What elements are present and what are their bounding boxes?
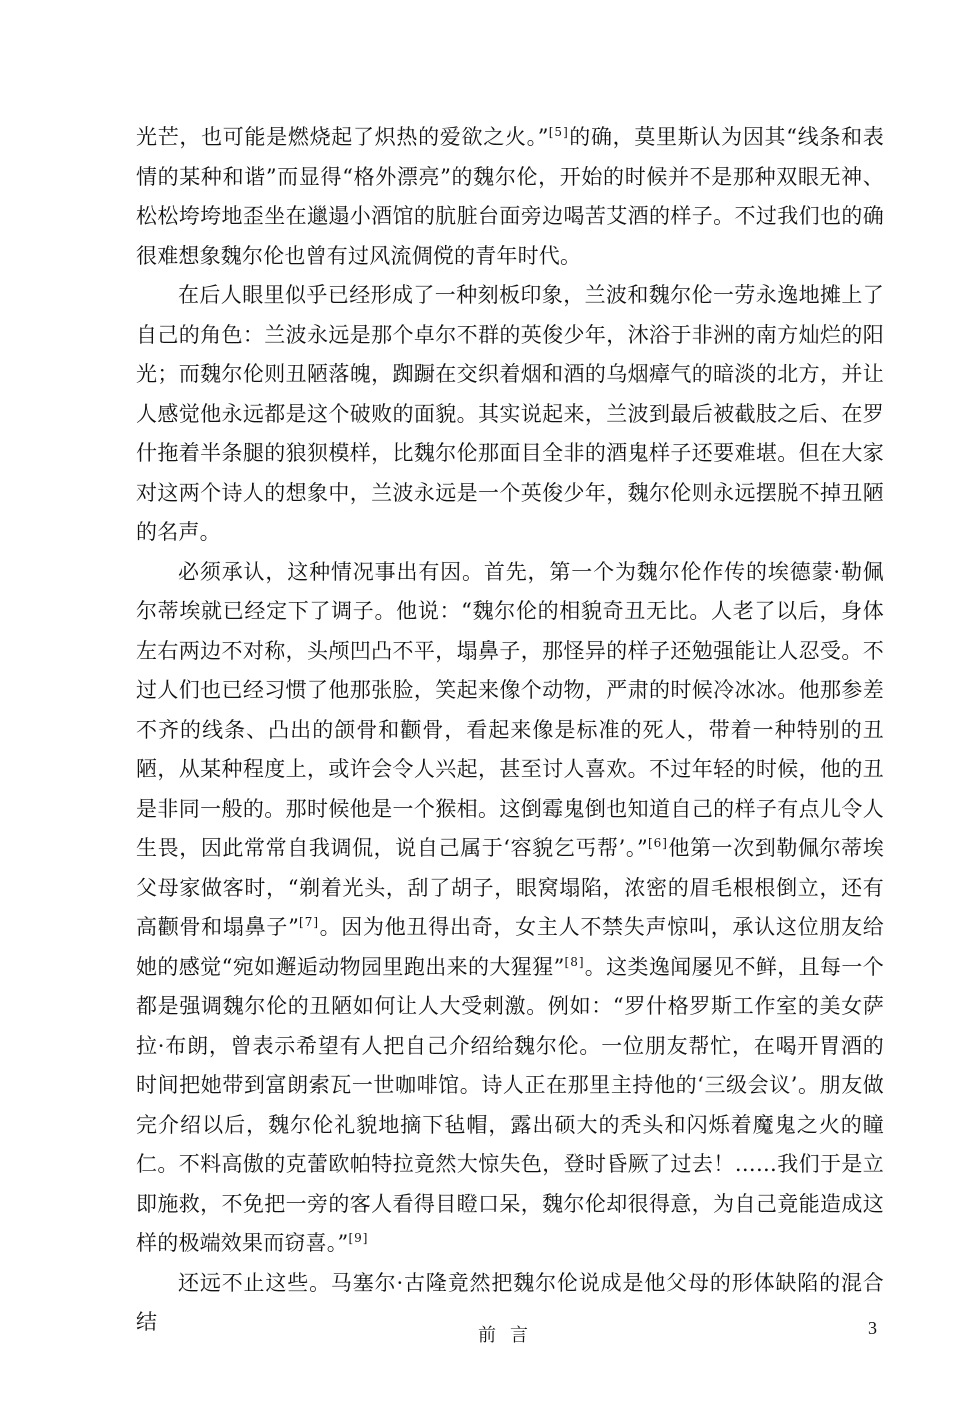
paragraph-3-text-d: 。这类逸闻屡见不鲜，且每一个都是强调魏尔伦的丑陋如何让人大受刺激。例如：“罗什格罗斯工作室的美女萨拉·布朗，曾表示希望有人把自己介绍给魏尔伦。一位朋友帮忙，在喝开胃酒的时间把她带到富朗索瓦一世咖啡馆。诗人正在那里主持他的‘三级会议’。朋友做完介绍以后，魏尔伦礼貌地摘下毡帽，露出硕大的秃头和闪烁着魔鬼之火的瞳仁。不料高傲的克蕾欧帕特拉竟然大惊失色，登时昏厥了过去！……我们于是立即施救，不免把一旁的客人看得目瞪口呆，魏尔伦却很得意，为自己竟能造成这样的极端效果而窃喜。” [136,954,884,1255]
page-number: 3 [868,1318,877,1338]
paragraph-1-text-a: 光芒，也可能是燃烧起了炽热的爱欲之火。” [136,125,549,149]
paragraph-1 [136,118,884,276]
paragraph-3-text-c: 。因为他丑得出奇，女主人不禁失声惊叫，承认这位朋友给她的感觉“宛如邂逅动物园里跑出来的大猩猩” [136,915,884,979]
footnote-ref-9[interactable]: [9] [348,1231,369,1245]
page-body [136,118,884,1343]
paragraph-2-text: 在后人眼里似乎已经形成了一种刻板印象，兰波和魏尔伦一劳永逸地摊上了自己的角色：兰波永远是那个卓尔不群的英俊少年，沐浴于非洲的南方灿烂的阳光；而魏尔伦则丑陋落魄，踟蹰在交织着烟和酒的乌烟瘴气的暗淡的北方，并让人感觉他永远都是这个破败的面貌。其实说起来，兰波到最后被截肢之后、在罗什拖着半条腿的狼狈模样，比魏尔伦那面目全非的酒鬼样子还要难堪。但在大家对这两个诗人的想象中，兰波永远是一个英俊少年，魏尔伦则永远摆脱不掉丑陋的名声。 [136,283,884,544]
footnote-ref-7[interactable]: [7] [299,915,320,929]
footnote-ref-6[interactable]: [6] [647,836,668,850]
paragraph-1-text-b: 的确，莫里斯认为因其“线条和表情的某种和谐”而显得“格外漂亮”的魏尔伦，开始的时候并不是那种双眼无神、松松垮垮地歪坐在邋遢小酒馆的肮脏台面旁边喝苦艾酒的样子。不过我们也的确很难想象魏尔伦也曾有过风流倜傥的青年时代。 [136,125,884,268]
paragraph-4-text: 还远不止这些。马塞尔·古隆竟然把魏尔伦说成是他父母的形体缺陷的混合结 [136,1270,884,1334]
footer-section-title: 前言 [478,1325,542,1346]
footnote-ref-5[interactable]: [5] [548,125,569,139]
paragraph-3-text-b: 他第一次到勒佩尔蒂埃父母家做客时，“剃着光头，刮了胡子，眼窝塌陷，浓密的眉毛根根倒立，还有高颧骨和塌鼻子” [136,836,884,939]
paragraph-2 [136,276,884,553]
paragraph-3 [136,553,884,1264]
footnote-ref-8[interactable]: [8] [564,954,585,969]
paragraph-3-text-a: 必须承认，这种情况事出有因。首先，第一个为魏尔伦作传的埃德蒙·勒佩尔蒂埃就已经定下了调子。他说：“魏尔伦的相貌奇丑无比。人老了以后，身体左右两边不对称，头颅凹凸不平，塌鼻子，那怪异的样子还勉强能让人忍受。不过人们也已经习惯了他那张脸，笑起来像个动物，严肃的时候冷冰冰。他那参差不齐的线条、凸出的颌骨和颧骨，看起来像是标准的死人，带着一种特别的丑陋，从某种程度上，或许会令人兴起，甚至讨人喜欢。不过年轻的时候，他的丑是非同一般的。那时候他是一个猴相。这倒霉鬼倒也知道自己的样子有点儿令人生畏，因此常常自我调侃，说自己属于‘容貌乞丐帮’。” [136,559,884,860]
